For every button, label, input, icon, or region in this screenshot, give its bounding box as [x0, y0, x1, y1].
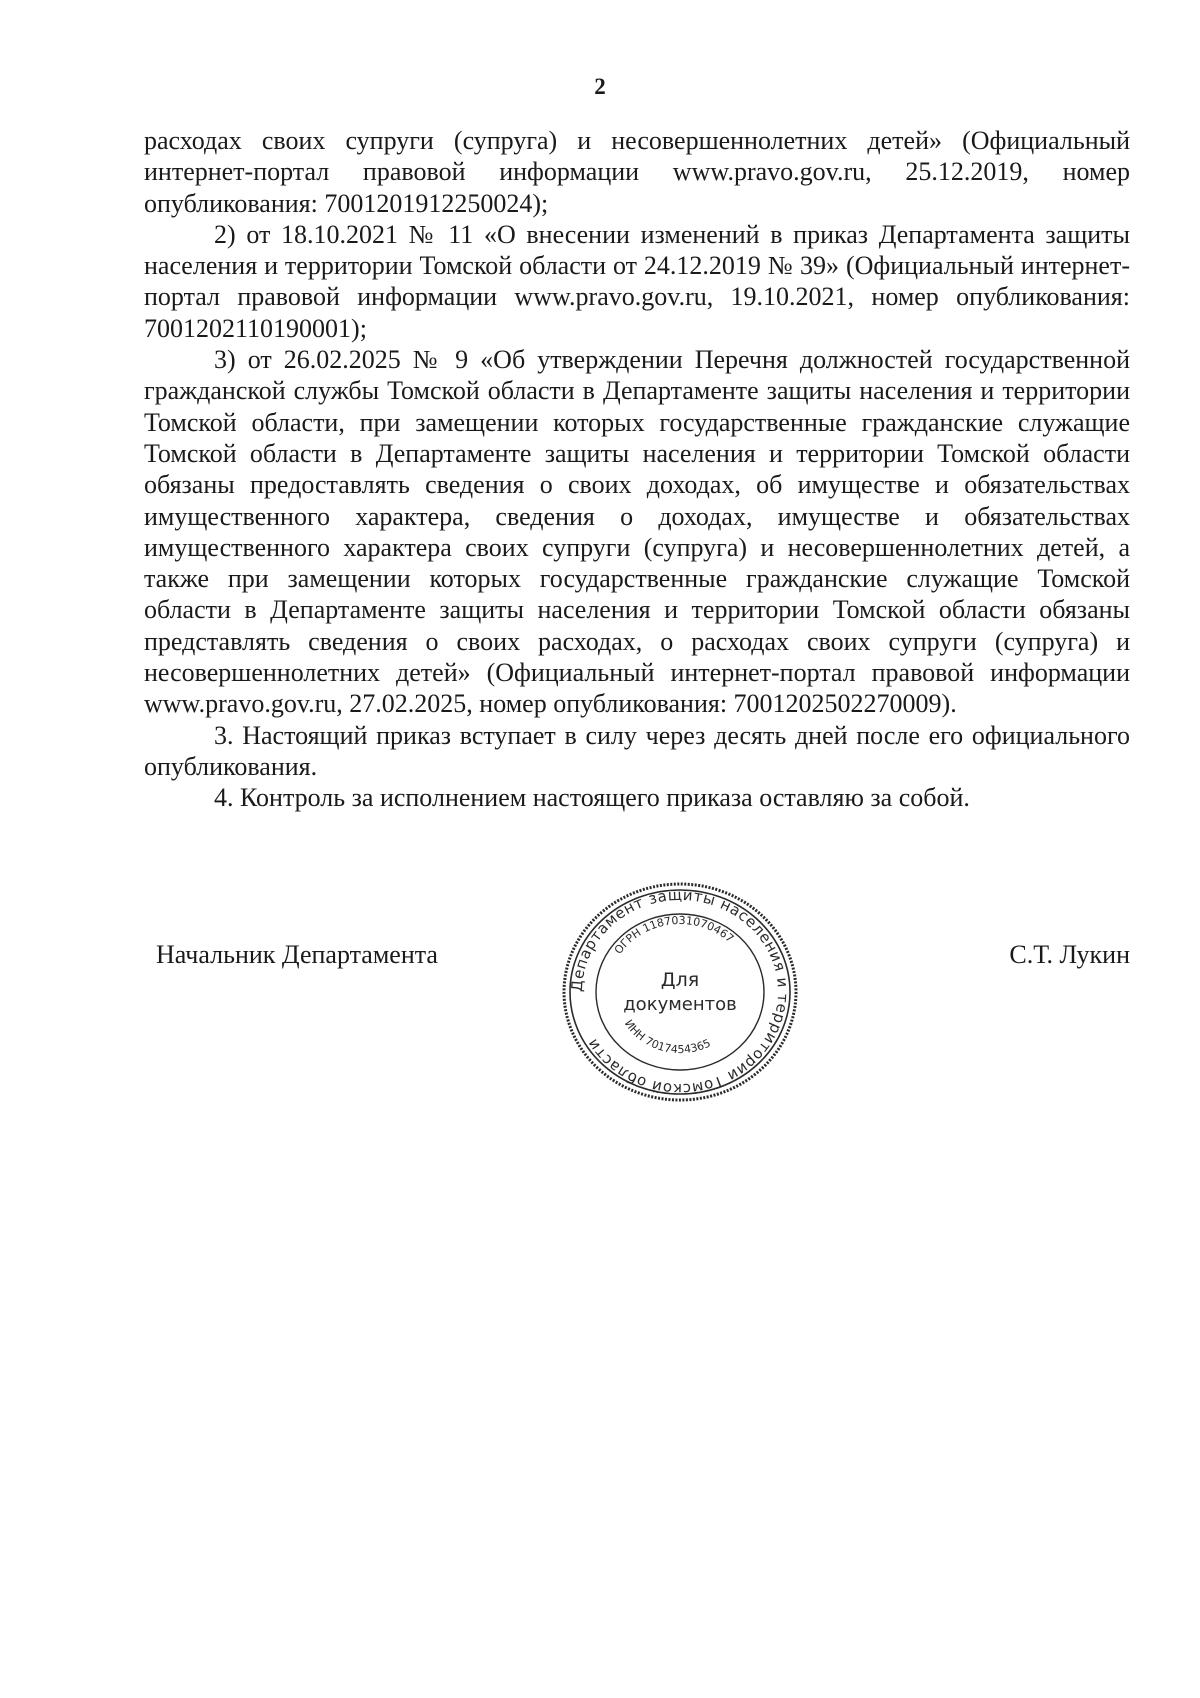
paragraph-clause-3: 3. Настоящий приказ вступает в силу через десять дней после его официального опубликования. [144, 720, 1130, 781]
signer-name: С.Т. Лукин [1009, 940, 1130, 969]
stamp-center-line-1: Для [660, 969, 700, 991]
stamp-inn-text: ИНН 7017454365 [621, 1017, 713, 1057]
paragraph-continuation: расходах своих супруги (супруга) и несовершеннолетних детей» (Официальный интернет-портал правовой информации www.pravo.gov.ru, 25.12.2019, номер опубликования: 7001201912250024); [144, 126, 1130, 218]
stamp-center-line-2: документов [623, 994, 737, 1015]
paragraph-item-2: 2) от 18.10.2021 № 11 «О внесении изменений в приказ Департамента защиты населения и территории Томской области от 24.12.2019 № 39» (Официальный интернет-портал правовой информации www.pravo.gov.ru, 19.10.2021, номер опубликования: 7001202110190001); [144, 219, 1130, 343]
document-body [144, 125, 1130, 814]
paragraph-item-3: 3) от 26.02.2025 № 9 «Об утверждении Перечня должностей государственной гражданской службы Томской области в Департаменте защиты населения и территории Томской области, при замещении которых государственные гражданские служащие Томской области в Департаменте защиты населения и территории Томской области обязаны предоставлять сведения о своих доходах, об имуществе и обязательствах имущественного характера, сведения о доходах, имуществе и обязательствах имущественного характера своих супруги (супруга) и несовершеннолетних детей, а также при замещении которых государственные гражданские служащие Томской области в Департаменте защиты населения и территории Томской области обязаны представлять сведения о своих расходах, о расходах своих супруги (супруга) и несовершеннолетних детей» (Официальный интернет-портал правовой информации www.pravo.gov.ru, 27.02.2025, номер опубликования: 7001202502270009). [144, 345, 1130, 719]
stamp-seal-icon [558, 878, 802, 1106]
page-number: 2 [594, 74, 606, 99]
stamp-outer-text: Департамент защиты населения и территории Томской области [567, 885, 793, 1099]
paragraph-clause-4: 4. Контроль за исполнением настоящего приказа оставляю за собой. [214, 783, 970, 813]
stamp-ogrn-text: ОГРН 1187031070467 [611, 913, 737, 957]
signer-title: Начальник Департамента [156, 940, 438, 969]
official-stamp [558, 878, 802, 1106]
